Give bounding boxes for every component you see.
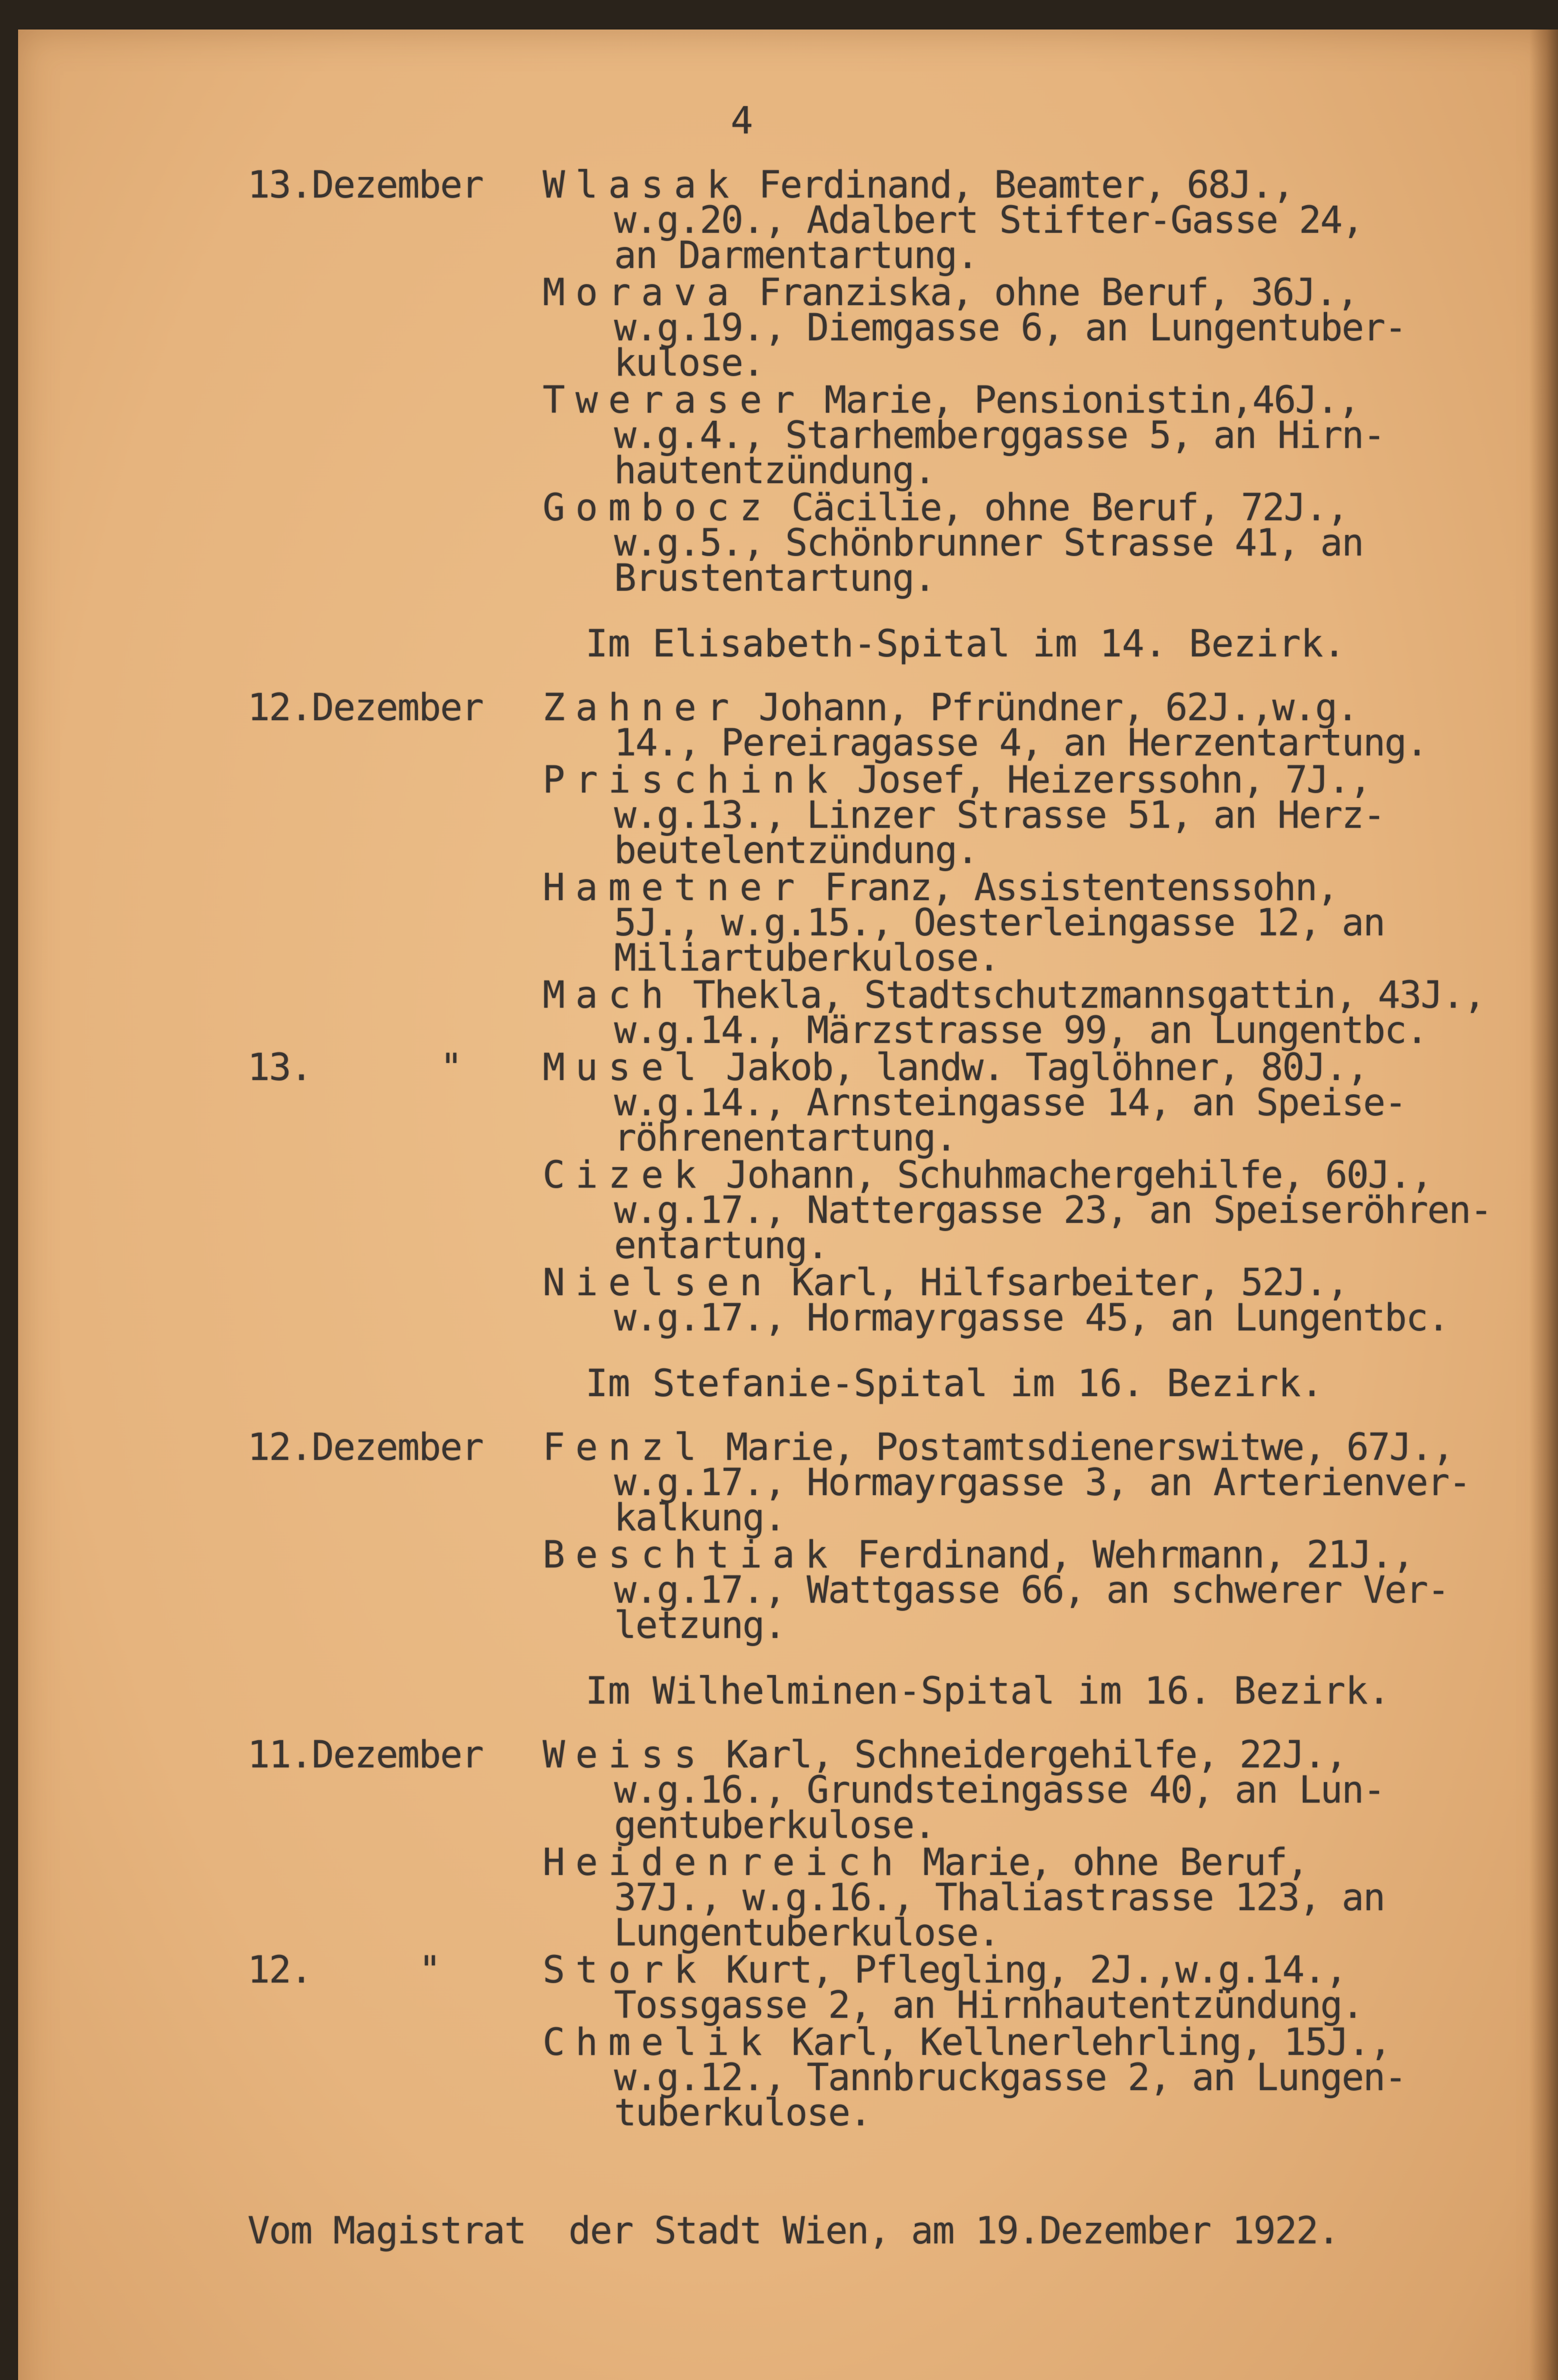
entry-date: 12. " <box>248 1949 440 1992</box>
entry-surname: Beschtiak <box>543 1534 838 1577</box>
entry-surname: Hametner <box>543 866 805 909</box>
entry-surname: Nielsen <box>543 1261 773 1304</box>
entry-details: Marie, Postamtsdienerswitwe, 67J., <box>725 1426 1454 1469</box>
entry-continuation: tuberkulose. <box>614 2092 871 2134</box>
entry-surname: Morava <box>543 271 740 314</box>
entry-date: 13. " <box>248 1046 462 1089</box>
entry-continuation: letzung. <box>614 1604 785 1647</box>
entry-date: 13.Dezember <box>248 164 483 207</box>
entry-details: Karl, Schneidergehilfe, 22J., <box>725 1734 1347 1776</box>
entry-details: Cäcilie, ohne Beruf, 72J., <box>791 486 1348 529</box>
entry-surname: Tweraser <box>543 379 805 422</box>
page-binding-shadow <box>1529 30 1558 2380</box>
entry-continuation: kalkung. <box>614 1497 785 1539</box>
entry-continuation: w.g.16., Grundsteingasse 40, an Lun- <box>614 1769 1385 1812</box>
entry-details: Franz, Assistentenssohn, <box>824 866 1338 909</box>
document-page <box>18 30 1558 2380</box>
section-heading: Im Stefanie-Spital im 16. Bezirk. <box>585 1362 1323 1405</box>
entry-continuation: w.g.17., Nattergasse 23, an Speiseröhren- <box>614 1189 1492 1232</box>
entry-surname: Chmelik <box>543 2021 773 2064</box>
entry-continuation: 5J., w.g.15., Oesterleingasse 12, an <box>614 902 1385 944</box>
entry-continuation: gentuberkulose. <box>614 1804 935 1847</box>
entry-continuation: w.g.17., Hormayrgasse 45, an Lungentbc. <box>614 1297 1449 1339</box>
entry-surname: Mach <box>543 974 674 1017</box>
entry-details: Johann, Pfründner, 62J.,w.g. <box>758 686 1358 729</box>
entry-continuation: w.g.20., Adalbert Stifter-Gasse 24, <box>614 199 1363 242</box>
entry-continuation: beutelentzündung. <box>614 829 978 872</box>
entry-date: 11.Dezember <box>248 1734 483 1776</box>
entry-continuation: hautentzündung. <box>614 449 935 492</box>
entry-details: Ferdinand, Wehrmann, 21J., <box>857 1534 1414 1577</box>
entry-surname: Stork <box>543 1949 707 1992</box>
entry-details: Thekla, Stadtschutzmannsgattin, 43J., <box>693 974 1485 1017</box>
entry-continuation: an Darmentartung. <box>614 234 978 277</box>
entry-surname: Wlasak <box>543 164 740 207</box>
entry-continuation: Lungentuberkulose. <box>614 1912 1000 1954</box>
entry-continuation: Brustentartung. <box>614 557 935 600</box>
page-number: 4 <box>731 99 752 142</box>
entry-continuation: w.g.14., Arnsteingasse 14, an Speise- <box>614 1081 1406 1124</box>
entry-surname: Weiss <box>543 1734 707 1776</box>
entry-details: Josef, Heizerssohn, 7J., <box>857 759 1371 802</box>
footer-signature: Vom Magistrat der Stadt Wien, am 19.Dezember 1922. <box>248 2210 1339 2252</box>
entry-details: Ferdinand, Beamter, 68J., <box>758 164 1294 207</box>
entry-surname: Cizek <box>543 1154 707 1197</box>
entry-details: Jakob, landw. Taglöhner, 80J., <box>725 1046 1368 1089</box>
entry-surname: Fenzl <box>543 1426 707 1469</box>
entry-continuation: w.g.5., Schönbrunner Strasse 41, an <box>614 522 1363 565</box>
entry-surname: Heidenreich <box>543 1841 904 1884</box>
entry-details: Marie, ohne Beruf, <box>923 1841 1308 1884</box>
entry-continuation: kulose. <box>614 342 764 385</box>
entry-continuation: 37J., w.g.16., Thaliastrasse 123, an <box>614 1876 1385 1919</box>
entry-details: Kurt, Pflegling, 2J.,w.g.14., <box>725 1949 1347 1992</box>
entry-continuation: Tossgasse 2, an Hirnhautentzündung. <box>614 1984 1363 2027</box>
entry-details: Karl, Hilfsarbeiter, 52J., <box>791 1261 1348 1304</box>
entry-surname: Prischink <box>543 759 838 802</box>
entry-continuation: w.g.19., Diemgasse 6, an Lungentuber- <box>614 307 1406 349</box>
entry-surname: Musel <box>543 1046 707 1089</box>
section-heading: Im Wilhelminen-Spital im 16. Bezirk. <box>585 1670 1390 1713</box>
entry-continuation: w.g.17., Wattgasse 66, an schwerer Ver- <box>614 1569 1449 1612</box>
entry-date: 12.Dezember <box>248 1426 483 1469</box>
entry-surname: Zahner <box>543 686 740 729</box>
entry-continuation: w.g.14., Märzstrasse 99, an Lungentbc. <box>614 1009 1428 1052</box>
entry-details: Johann, Schuhmachergehilfe, 60J., <box>725 1154 1432 1197</box>
entry-continuation: w.g.12., Tannbruckgasse 2, an Lungen- <box>614 2056 1406 2099</box>
entry-continuation: w.g.13., Linzer Strasse 51, an Herz- <box>614 794 1385 837</box>
entry-continuation: w.g.17., Hormayrgasse 3, an Arterienver- <box>614 1461 1470 1504</box>
entry-surname: Gombocz <box>543 486 773 529</box>
entry-details: Karl, Kellnerlehrling, 15J., <box>791 2021 1391 2064</box>
entry-details: Franziska, ohne Beruf, 36J., <box>758 271 1358 314</box>
entry-continuation: Miliartuberkulose. <box>614 937 1000 980</box>
entry-continuation: röhrenentartung. <box>614 1117 957 1160</box>
entry-continuation: w.g.4., Starhemberggasse 5, an Hirn- <box>614 414 1385 457</box>
entry-details: Marie, Pensionistin,46J., <box>824 379 1360 422</box>
entry-continuation: entartung. <box>614 1224 828 1267</box>
entry-date: 12.Dezember <box>248 686 483 729</box>
section-heading: Im Elisabeth-Spital im 14. Bezirk. <box>585 623 1346 665</box>
entry-continuation: 14., Pereiragasse 4, an Herzentartung. <box>614 722 1428 764</box>
